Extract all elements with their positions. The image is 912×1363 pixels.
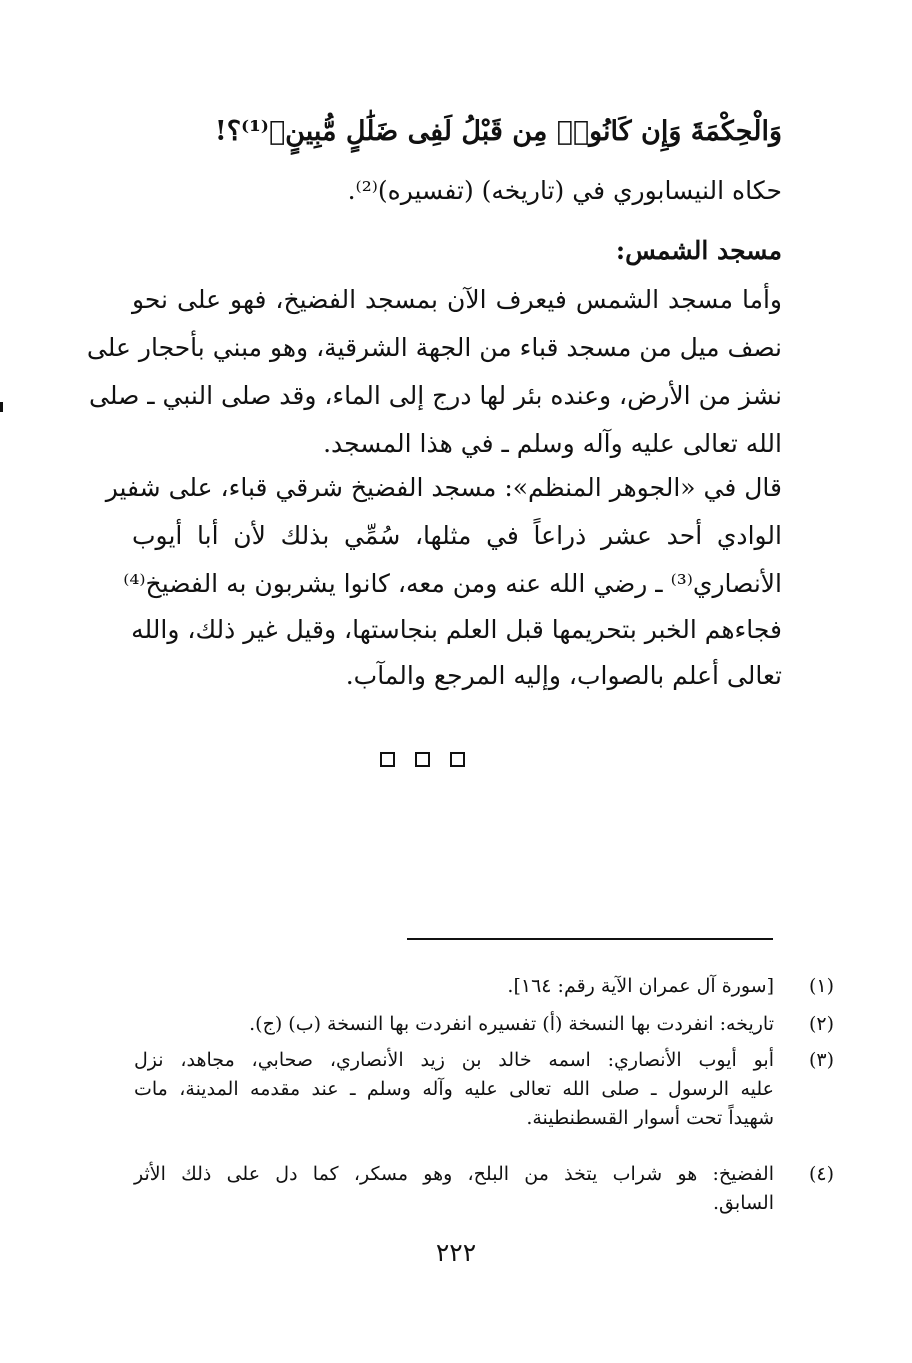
section-divider-ornament	[380, 752, 465, 767]
square-ornament-icon	[450, 752, 465, 767]
section-heading: مسجد الشمس:	[615, 236, 782, 265]
footnote-1	[134, 972, 834, 1001]
paragraph-line: الوادي أحد عشر ذراعاً في مثلها، سُمِّي بذلك لأن أبا أيوب	[132, 521, 782, 550]
footnote-number: (١)	[808, 975, 834, 997]
square-ornament-icon	[415, 752, 430, 767]
scan-edge-mark	[0, 402, 3, 412]
paragraph-line: الله تعالى عليه وآله وسلم ـ في هذا المسجد.	[323, 429, 782, 458]
footnote-text: تاريخه: انفردت بها النسخة (أ) تفسيره انفردت بها النسخة (ب) (ج).	[249, 1013, 774, 1035]
footnote-text: شهيداً تحت أسوار القسطنطينة.	[526, 1107, 774, 1129]
paragraph-line: قال في «الجوهر المنظم»: مسجد الفضيخ شرقي قباء، على شفير	[105, 473, 782, 502]
paragraph-line: نصف ميل من مسجد قباء من الجهة الشرقية، وهو مبني بأحجار على	[86, 333, 782, 362]
quran-verse: وَالْحِكْمَةَ وَإِن كَانُوا۟ مِن قَبْلُ لَفِى ضَلَٰلٍ مُّبِينٍ﴾⁽¹⁾؟!	[214, 116, 782, 147]
page-number: ٢٢٢	[435, 1238, 477, 1267]
square-ornament-icon	[380, 752, 395, 767]
footnote-text: السابق.	[713, 1192, 774, 1214]
footnote-text: عليه الرسول ـ صلى الله تعالى عليه وآله وسلم ـ عند مقدمه المدينة، مات	[134, 1078, 774, 1100]
footnote-number: (٤)	[808, 1163, 834, 1185]
footnote-text: أبو أيوب الأنصاري: اسمه خالد بن زيد الأنصاري، صحابي، مجاهد، نزل	[134, 1049, 774, 1071]
paragraph-line: الأنصاري⁽³⁾ ـ رضي الله عنه ومن معه، كانوا يشربون به الفضيخ⁽⁴⁾	[123, 569, 782, 598]
footnote-2	[134, 1010, 834, 1039]
footnote-3	[134, 1046, 834, 1133]
footnote-number: (٣)	[808, 1049, 834, 1071]
paragraph-line: تعالى أعلم بالصواب، وإليه المرجع والمآب.	[345, 661, 782, 690]
paragraph-line: وأما مسجد الشمس فيعرف الآن بمسجد الفضيخ، فهو على نحو	[132, 285, 782, 314]
attribution-line: حكاه النيسابوري في (تاريخه) (تفسيره)⁽²⁾.	[347, 176, 782, 205]
footnote-text: الفضيخ: هو شراب يتخذ من البلح، وهو مسكر، كما دل على ذلك الأثر	[134, 1163, 774, 1185]
paragraph-line: نشز من الأرض، وعنده بئر لها درج إلى الماء، وقد صلى النبي ـ صلى	[88, 381, 782, 410]
footnote-number: (٢)	[808, 1013, 834, 1035]
paragraph-line: فجاءهم الخبر بتحريمها قبل العلم بنجاستها، وقيل غير ذلك، والله	[131, 615, 782, 644]
footnote-4	[134, 1160, 834, 1218]
footnote-separator	[407, 938, 773, 940]
footnote-text: [سورة آل عمران الآية رقم: ١٦٤].	[507, 975, 774, 997]
